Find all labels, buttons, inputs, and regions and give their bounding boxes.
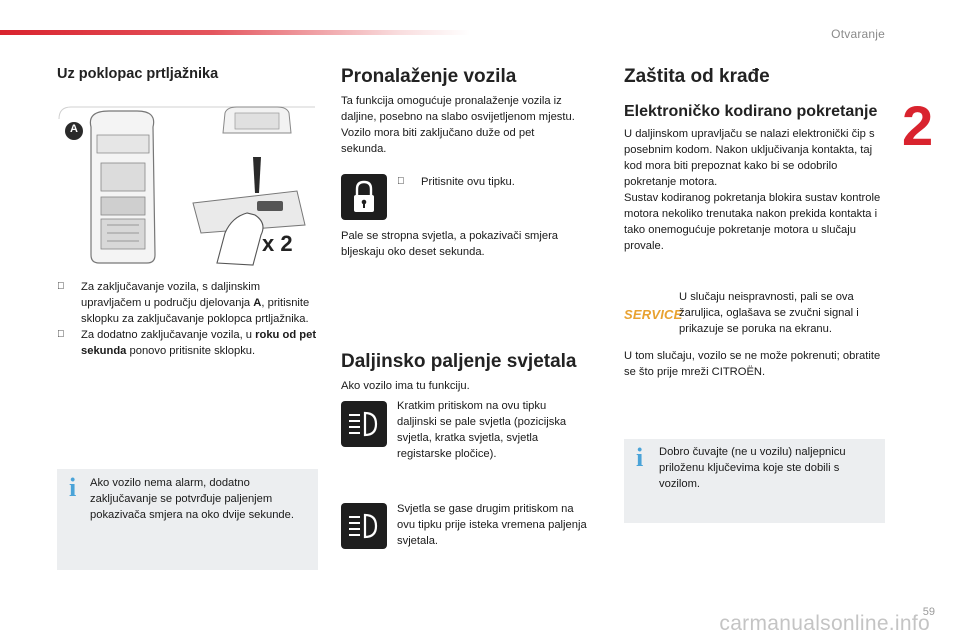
- locate-press-text: Pritisnite ovu tipku.: [421, 176, 515, 188]
- headlamp-icon: [341, 503, 387, 549]
- lighting-key-button-off: [341, 503, 387, 549]
- locate-vehicle-title: Pronalaženje vozila: [341, 66, 517, 87]
- remote-lighting-title: Daljinsko paljenje svjetala: [341, 351, 577, 372]
- figure-press-twice: x 2: [262, 231, 293, 256]
- instruction-1-text: Za zaključavanje vozila, s daljinskim upravljačem u području djelovanja: [81, 281, 261, 309]
- service-warning-lamp: SERVICE: [624, 307, 683, 322]
- instruction-2-text: Za dodatno zaključavanje vozila, u: [81, 329, 253, 341]
- key-label-info-text: Dobro čuvajte (ne u vozilu) naljepnicu priloženu ključevima koje ste dobili s vozilom.: [659, 446, 846, 490]
- immobiliser-para-2: Sustav kodiranog pokretanja blokira sustav kontrole motora nekoliko trenutaka nakon prekida kontakta i tako onemogućuje pokretanje motora u slučaju provale.: [624, 192, 881, 252]
- alarm-info-text: Ako vozilo nema alarm, dodatno zaključavanje se potvrđuje paljenjem pokazivača smjera na oko dvije sekunde.: [90, 477, 294, 521]
- instruction-1-tail: , pritisnite sklopku za zaključavanje poklopca prtljažnika.: [81, 297, 310, 325]
- instruction-2-bold: roku od pet sekunda: [81, 329, 317, 357]
- chapter-number: 2: [902, 94, 934, 157]
- padlock-icon: [341, 174, 387, 220]
- figure-label-a: A: [70, 123, 78, 135]
- instruction-1-bold: A: [253, 297, 262, 309]
- lighting-on-text: Kratkim pritiskom na ovu tipku daljinski se pale svjetla (pozicijska svjetla, kratka svjetla, svjetla registarske pločice).: [397, 400, 567, 460]
- info-icon: i: [636, 443, 644, 472]
- service-warning-text: U slučaju neispravnosti, pali se ova žaruljica, oglašava se zvučni signal i prikazuje se poruka na ekranu.: [679, 291, 859, 335]
- instruction-item-1: [57, 279, 319, 327]
- lock-key-button: [341, 174, 387, 220]
- immobiliser-para-3: U tom slučaju, vozilo se ne može pokrenuti; obratite se što prije mreži CITROËN.: [624, 350, 881, 378]
- immobiliser-subtitle: Elektroničko kodirano pokretanje: [624, 103, 878, 120]
- bullet-arrow-icon: [57, 279, 81, 327]
- watermark: carmanualsonline.info: [719, 612, 930, 635]
- immobiliser-para-1: U daljinskom upravljaču se nalazi elektronički čip s posebnim kodom. Nakon uključivanja kontakta, taj kod mora biti prepoznat kako bi se odobrilo pokretanje motora.: [624, 128, 875, 188]
- headlamp-icon: [341, 401, 387, 447]
- key-label-info-box: [624, 439, 885, 523]
- tailgate-figure: [57, 105, 319, 270]
- lighting-off-text: Svjetla se gase drugim pritiskom na ovu tipku prije isteka vremena paljenja svjetala.: [397, 503, 587, 547]
- section-title: Otvaranje: [831, 27, 885, 41]
- instruction-item-2: [57, 327, 319, 359]
- bullet-arrow-icon: [397, 174, 421, 190]
- locate-press-instruction: [397, 174, 587, 190]
- lighting-key-button-on: [341, 401, 387, 447]
- locate-result-text: Pale se stropna svjetla, a pokazivači smjera bljeskaju oko deset sekunda.: [341, 230, 559, 258]
- tailgate-title: Uz poklopac prtljažnika: [57, 66, 219, 82]
- bullet-arrow-icon: [57, 327, 81, 359]
- info-icon: i: [69, 473, 77, 502]
- page-number: 59: [922, 606, 935, 618]
- tailgate-instructions: [57, 279, 319, 359]
- alarm-info-box: [57, 469, 318, 570]
- instruction-2-tail: ponovo pritisnite sklopku.: [129, 345, 256, 357]
- header-accent-bar: [0, 30, 470, 35]
- locate-vehicle-intro: Ta funkcija omogućuje pronalaženje vozila iz daljine, posebno na slabo osvijetljenom mjestu. Vozilo mora biti zaključano duže od pet sekunda.: [341, 95, 575, 155]
- anti-theft-title: Zaštita od krađe: [624, 66, 770, 87]
- remote-lighting-intro: Ako vozilo ima tu funkciju.: [341, 380, 470, 392]
